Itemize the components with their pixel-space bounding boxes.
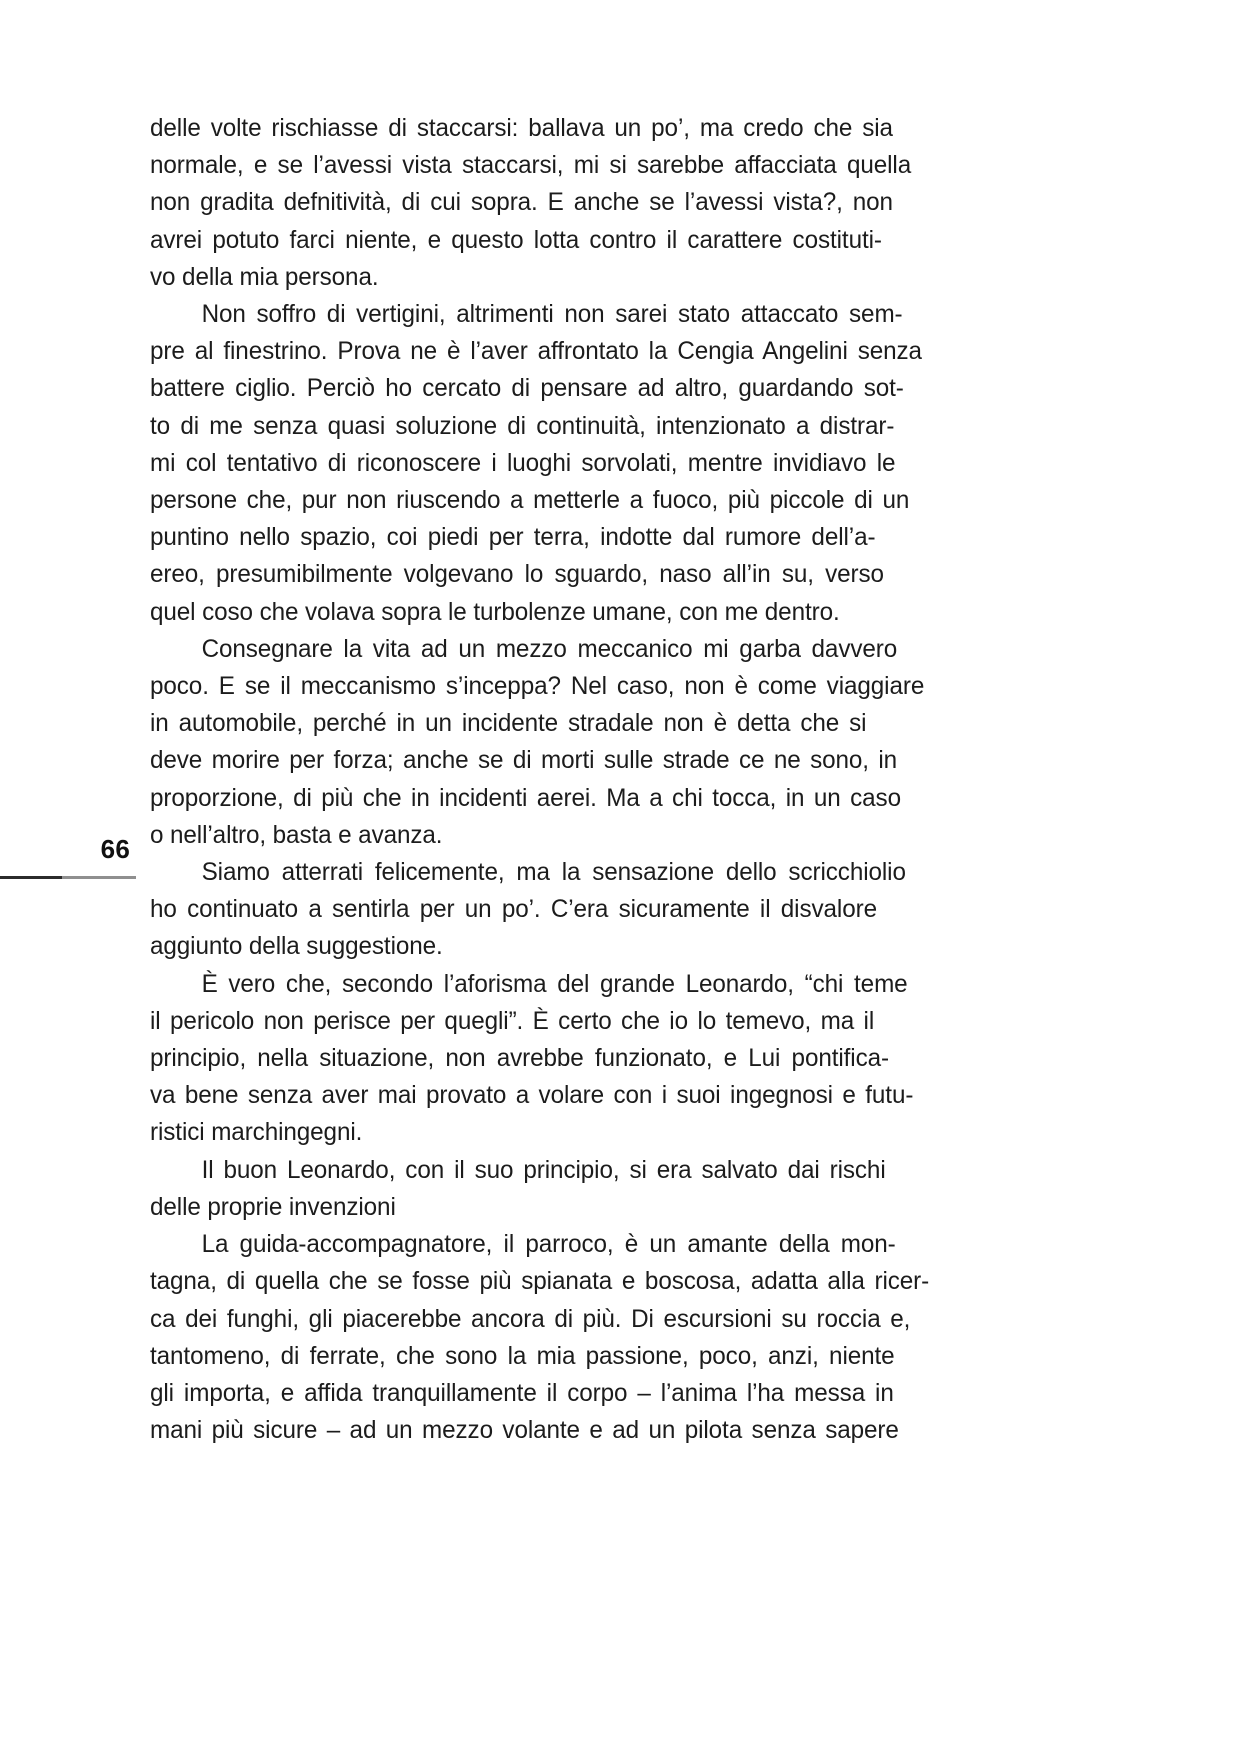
body-line: gli importa, e affida tranquillamente il corpo – l’anima l’ha messa in — [150, 1378, 894, 1407]
body-line: ho continuato a sentirla per un po’. C’era sicuramente il disvalore — [150, 895, 877, 924]
body-line: normale, e se l’avessi vista staccarsi, mi si sarebbe affacciata quella — [150, 151, 912, 180]
body-line: delle volte rischiasse di staccarsi: ballava un po’, ma credo che sia — [150, 114, 893, 142]
body-line: persone che, pur non riuscendo a metterle a fuoco, più piccole di un — [150, 486, 910, 515]
page-number: 66 — [100, 834, 130, 864]
body-text-column — [150, 110, 962, 1449]
body-line: delle proprie invenzioni — [150, 1192, 396, 1221]
body-line: È vero che, secondo l’aforisma del grande Leonardo, “chi teme — [201, 969, 908, 998]
body-line: avrei potuto farci niente, e questo lotta contro il carattere costituti- — [150, 225, 882, 254]
body-line: Siamo atterrati felicemente, ma la sensazione dello scricchiolio — [201, 858, 906, 887]
body-line: puntino nello spazio, coi piedi per terra, indotte dal rumore dell’a- — [150, 523, 876, 552]
body-line: mani più sicure – ad un mezzo volante e ad un pilota senza sapere — [150, 1416, 899, 1445]
page-number-block — [0, 836, 136, 862]
body-line: pre al finestrino. Prova ne è l’aver affrontato la Cengia Angelini senza — [150, 337, 922, 366]
body-line: battere ciglio. Perciò ho cercato di pensare ad altro, guardando sot- — [150, 374, 904, 403]
body-line: tagna, di quella che se fosse più spianata e boscosa, adatta alla ricer- — [150, 1267, 930, 1296]
page-number-rule — [0, 876, 136, 879]
body-line: poco. E se il meccanismo s’inceppa? Nel caso, non è come viaggiare — [150, 672, 925, 701]
body-line: Il buon Leonardo, con il suo principio, si era salvato dai rischi — [201, 1155, 886, 1184]
body-line: vo della mia persona. — [150, 262, 379, 291]
body-line: deve morire per forza; anche se di morti sulle strade ce ne sono, in — [150, 746, 898, 775]
body-line: o nell’altro, basta e avanza. — [150, 820, 443, 849]
body-line: ereo, presumibilmente volgevano lo sguardo, naso all’in su, verso — [150, 560, 884, 589]
body-line: ca dei funghi, gli piacerebbe ancora di più. Di escursioni su roccia e, — [150, 1304, 911, 1333]
body-line: mi col tentativo di riconoscere i luoghi sorvolati, mentre invidiavo le — [150, 448, 896, 477]
body-line: in automobile, perché in un incidente stradale non è detta che si — [150, 709, 867, 738]
body-line: La guida-accompagnatore, il parroco, è un amante della mon- — [201, 1230, 896, 1259]
body-line: Non soffro di vertigini, altrimenti non sarei stato attaccato sem- — [201, 300, 903, 329]
body-line: quel coso che volava sopra le turbolenze umane, con me dentro. — [150, 597, 840, 626]
body-line: principio, nella situazione, non avrebbe funzionato, e Lui pontifica- — [150, 1044, 890, 1073]
body-line: to di me senza quasi soluzione di continuità, intenzionato a distrar- — [150, 411, 895, 440]
body-line: tantomeno, di ferrate, che sono la mia passione, poco, anzi, niente — [150, 1341, 895, 1370]
body-line: il pericolo non perisce per quegli”. È certo che io lo temevo, ma il — [150, 1006, 875, 1035]
body-line: va bene senza aver mai provato a volare con i suoi ingegnosi e futu- — [150, 1081, 914, 1110]
body-line: aggiunto della suggestione. — [150, 932, 443, 961]
body-line: Consegnare la vita ad un mezzo meccanico mi garba davvero — [201, 634, 898, 663]
body-line: proporzione, di più che in incidenti aerei. Ma a chi tocca, in un caso — [150, 783, 901, 812]
body-line: non gradita defnitività, di cui sopra. E anche se l’avessi vista?, non — [150, 188, 893, 217]
body-line: ristici marchingegni. — [150, 1118, 363, 1147]
